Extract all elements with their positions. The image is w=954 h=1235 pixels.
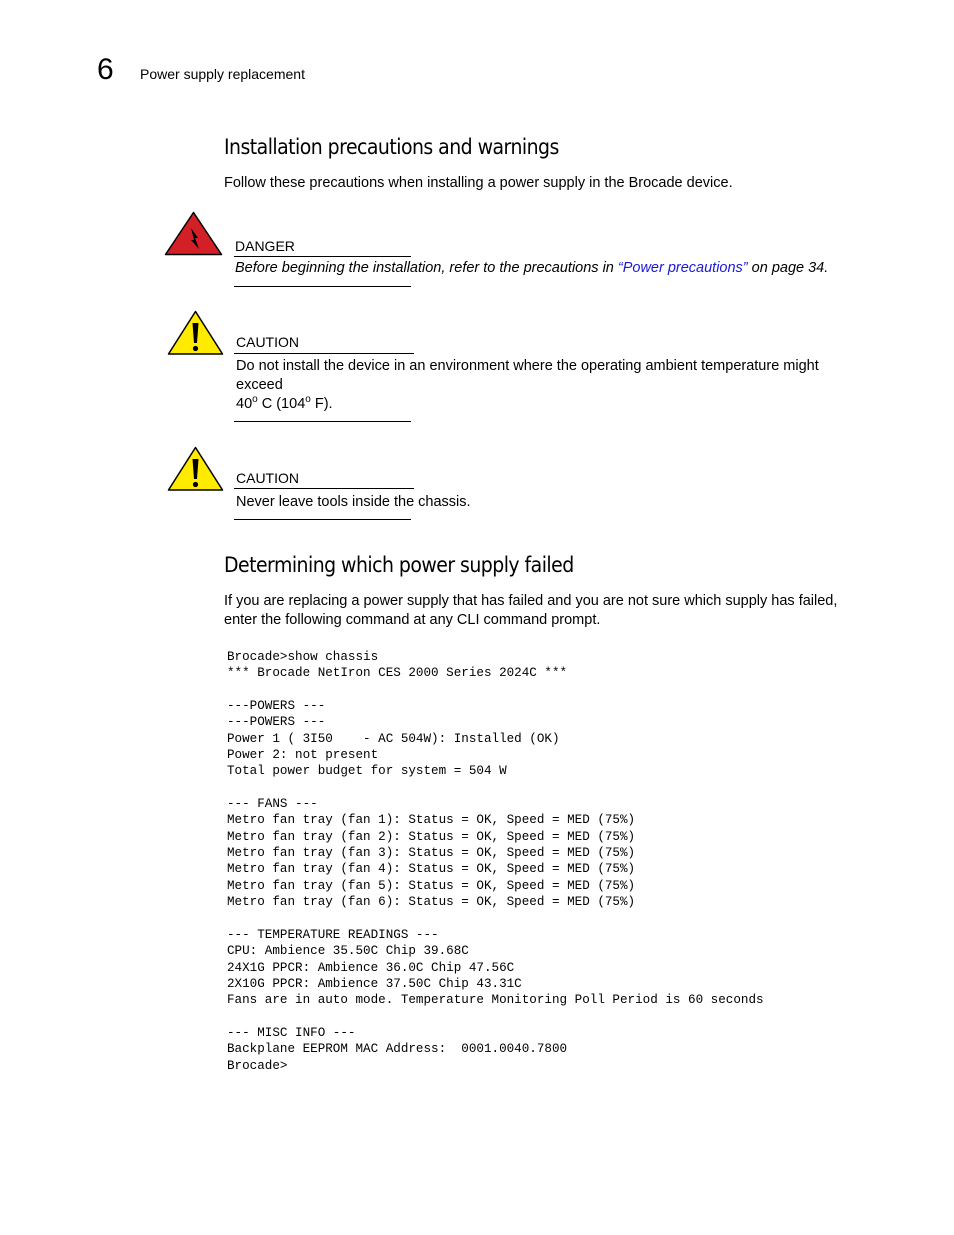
cli-output-line: Total power budget for system = 504 W <box>227 764 507 779</box>
cli-output-line: 2X10G PPCR: Ambience 37.50C Chip 43.31C <box>227 976 522 991</box>
temp-celsius-unit: C (104 <box>257 396 306 412</box>
caution-label-2: CAUTION <box>236 470 299 486</box>
cli-output-line <box>227 911 764 927</box>
cli-output-line: Metro fan tray (fan 1): Status = OK, Speed = MED (75%) <box>227 813 636 828</box>
section-intro-line2: enter the following command at any CLI command prompt. <box>224 612 601 628</box>
cli-output-line: Backplane EEPROM MAC Address: 0001.0040.7800 <box>227 1042 568 1057</box>
running-header-title: Power supply replacement <box>140 66 305 82</box>
danger-label-rule <box>234 256 411 257</box>
cli-output-line: Metro fan tray (fan 3): Status = OK, Speed = MED (75%) <box>227 846 636 861</box>
danger-text-before: Before beginning the installation, refer to the precautions in <box>235 260 618 276</box>
section-title-installation-precautions: Installation precautions and warnings <box>224 135 559 159</box>
cli-output-line: Power 2: not present <box>227 748 379 763</box>
cli-output-line: --- MISC INFO --- <box>227 1025 356 1040</box>
caution-text-1-line1: Do not install the device in an environment where the operating ambient temperature might <box>236 358 819 374</box>
cli-output-line: Power 1 ( 3I50 - AC 504W): Installed (OK) <box>227 731 560 746</box>
cli-output-line: 24X1G PPCR: Ambience 36.0C Chip 47.56C <box>227 960 515 975</box>
section-intro-installation: Follow these precautions when installing a power supply in the Brocade device. <box>224 175 733 191</box>
temp-celsius-value: 40 <box>236 396 253 412</box>
caution-label-rule-2 <box>234 488 414 489</box>
cli-output-line <box>227 1009 764 1025</box>
caution-label-rule-1 <box>234 353 414 354</box>
degree-symbol-f: o <box>305 394 311 406</box>
danger-bottom-rule <box>234 286 411 287</box>
power-precautions-link[interactable]: “Power precautions” <box>617 260 748 276</box>
caution-icon <box>167 446 224 492</box>
caution-text-2: Never leave tools inside the chassis. <box>236 494 471 510</box>
danger-text <box>235 259 828 278</box>
cli-output-line: --- FANS --- <box>227 797 318 812</box>
cli-output-line: *** Brocade NetIron CES 2000 Series 2024C *** <box>227 666 568 681</box>
cli-output-line: CPU: Ambience 35.50C Chip 39.68C <box>227 944 469 959</box>
cli-output-line: Brocade> <box>227 1058 288 1073</box>
cli-output-line: --- TEMPERATURE READINGS --- <box>227 927 439 942</box>
danger-icon <box>164 211 223 256</box>
caution-label-1: CAUTION <box>236 334 299 350</box>
cli-output-line: Metro fan tray (fan 5): Status = OK, Speed = MED (75%) <box>227 878 636 893</box>
caution-text-1-temperature <box>236 395 333 414</box>
cli-output-line: Metro fan tray (fan 2): Status = OK, Speed = MED (75%) <box>227 829 636 844</box>
caution-bottom-rule-2 <box>234 519 411 520</box>
degree-symbol-c: o <box>252 394 258 406</box>
cli-output-line: Fans are in auto mode. Temperature Monitoring Poll Period is 60 seconds <box>227 993 764 1008</box>
danger-text-after: on page 34. <box>747 260 829 276</box>
caution-bottom-rule-1 <box>234 421 411 422</box>
cli-output-line <box>227 682 764 698</box>
cli-output-line: ---POWERS --- <box>227 699 326 714</box>
cli-output-line <box>227 780 764 796</box>
temp-fahrenheit-unit: F). <box>310 396 333 412</box>
caution-icon <box>167 310 224 356</box>
cli-output-line: Metro fan tray (fan 4): Status = OK, Speed = MED (75%) <box>227 862 636 877</box>
cli-output-line: Brocade>show chassis <box>227 650 379 664</box>
chapter-number: 6 <box>97 53 114 86</box>
cli-output-line: ---POWERS --- <box>227 715 326 730</box>
cli-output-line: Metro fan tray (fan 6): Status = OK, Speed = MED (75%) <box>227 895 636 910</box>
danger-label: DANGER <box>235 238 295 254</box>
cli-output-block <box>227 649 764 1074</box>
section-title-determining-failed-supply: Determining which power supply failed <box>224 553 574 577</box>
caution-text-1-line2: exceed <box>236 377 283 393</box>
section-intro-line1: If you are replacing a power supply that has failed and you are not sure which supply has failed, <box>224 593 838 609</box>
